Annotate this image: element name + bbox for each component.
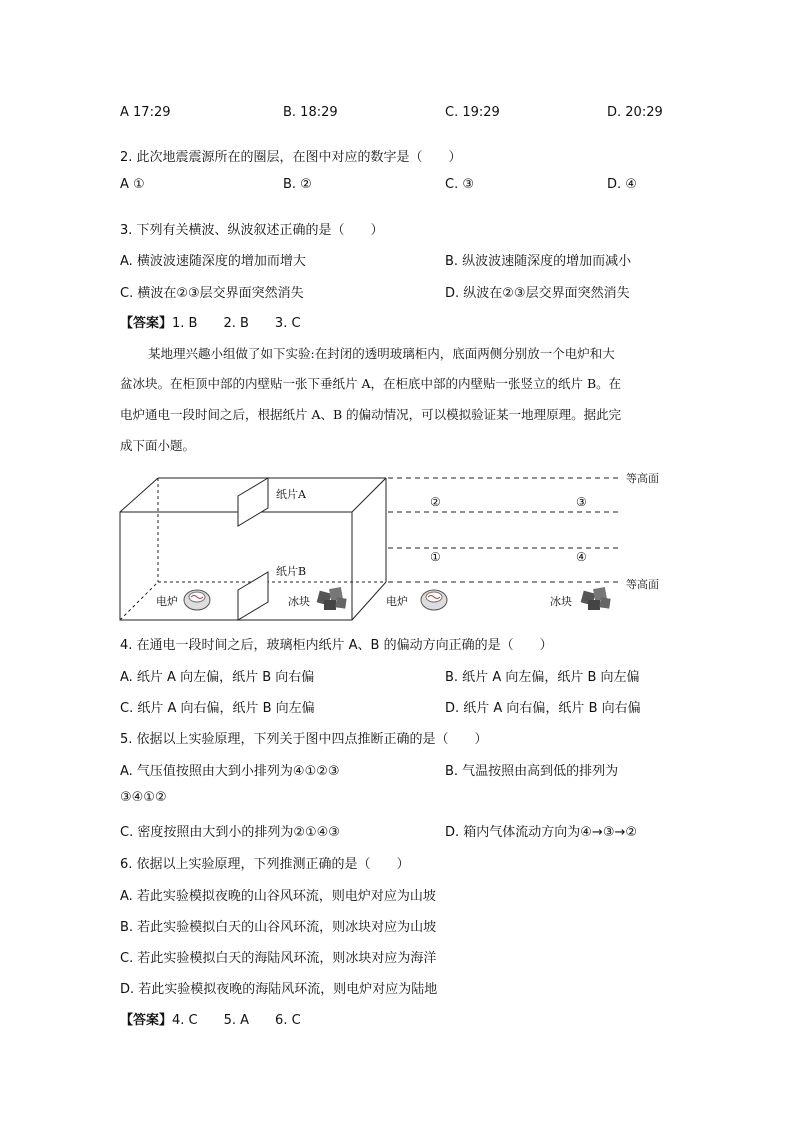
stove-label-box: 电炉 xyxy=(156,595,178,608)
q1-option-a: A 17:29 xyxy=(120,105,171,120)
q3-option-c: C. 横波在②③层交界面突然消失 xyxy=(120,286,304,301)
ice-label-box: 冰块 xyxy=(288,595,310,608)
stove-label-right: 电炉 xyxy=(386,595,408,608)
box-front-face xyxy=(120,512,352,620)
q4-stem: 4. 在通电一段时间之后，玻璃柜内纸片 A、B 的偏动方向正确的是（ ） xyxy=(120,638,553,653)
q2-option-b: B. ② xyxy=(283,177,312,192)
point-1: ① xyxy=(430,550,441,564)
passage-line-2: 盆冰块。在柜顶中部的内壁贴一张下垂纸片 A，在柜底中部的内壁贴一张竖立的纸片 B。在 xyxy=(120,376,622,391)
q2-stem: 2. 此次地震震源所在的圈层，在图中对应的数字是（ ） xyxy=(120,150,462,165)
isobar-label-top: 等高面 xyxy=(626,472,659,485)
q4-option-a: A. 纸片 A 向左偏，纸片 B 向右偏 xyxy=(120,670,315,685)
ice-label-right: 冰块 xyxy=(550,595,572,608)
q2-option-a: A ① xyxy=(120,177,145,192)
point-3: ③ xyxy=(576,495,587,509)
point-2: ② xyxy=(430,495,441,509)
q5-option-b-cont: ③④①② xyxy=(120,790,167,805)
q4-option-c: C. 纸片 A 向右偏，纸片 B 向左偏 xyxy=(120,701,315,716)
answer-text: 4. C 5. A 6. C xyxy=(172,1013,301,1028)
answer-block-1 xyxy=(120,312,301,331)
answer-block-2 xyxy=(120,1009,301,1028)
paper-b-label: 纸片B xyxy=(276,565,307,578)
ice-icon-right xyxy=(581,587,611,610)
q4-option-b: B. 纸片 A 向左偏，纸片 B 向左偏 xyxy=(445,670,640,685)
q6-option-c: C. 若此实验模拟白天的海陆风环流，则冰块对应为海洋 xyxy=(120,951,437,966)
paper-a xyxy=(238,478,268,526)
q3-option-b: B. 纵波波速随深度的增加而减小 xyxy=(445,254,632,269)
experiment-figure xyxy=(118,464,678,624)
q6-option-b: B. 若此实验模拟白天的山谷风环流，则冰块对应为山坡 xyxy=(120,920,437,935)
q2-option-d: D. ④ xyxy=(607,177,637,192)
q3-option-d: D. 纵波在②③层交界面突然消失 xyxy=(445,286,630,301)
q5-option-a: A. 气压值按照由大到小排列为④①②③ xyxy=(120,764,340,779)
q2-option-c: C. ③ xyxy=(445,177,474,192)
isobar-label-bottom: 等高面 xyxy=(626,578,659,591)
answer-label: 【答案】 xyxy=(120,316,173,331)
q5-stem: 5. 依据以上实验原理，下列关于图中四点推断正确的是（ ） xyxy=(120,732,488,747)
stove-icon-box xyxy=(184,590,210,610)
answer-text: 1. B 2. B 3. C xyxy=(172,316,301,331)
q6-stem: 6. 依据以上实验原理，下列推测正确的是（ ） xyxy=(120,857,410,872)
q4-option-d: D. 纸片 A 向右偏，纸片 B 向右偏 xyxy=(445,701,641,716)
q1-option-d: D. 20:29 xyxy=(607,105,663,120)
q5-option-d: D. 箱内气体流动方向为④→③→② xyxy=(445,825,638,840)
stove-icon-right xyxy=(421,590,447,610)
passage-line-3: 电炉通电一段时间之后，根据纸片 A、B 的偏动情况，可以模拟验证某一地理原理。据此完 xyxy=(120,407,622,422)
passage-line-4: 成下面小题。 xyxy=(120,438,196,453)
q3-option-a: A. 横波波速随深度的增加而增大 xyxy=(120,254,306,269)
q1-option-c: C. 19:29 xyxy=(445,105,500,120)
q3-stem: 3. 下列有关横波、纵波叙述正确的是（ ） xyxy=(120,223,384,238)
q1-option-b: B. 18:29 xyxy=(283,105,338,120)
point-4: ④ xyxy=(576,550,587,564)
q5-option-c: C. 密度按照由大到小的排列为②①④③ xyxy=(120,825,340,840)
q6-option-d: D. 若此实验模拟夜晚的海陆风环流，则电炉对应为陆地 xyxy=(120,982,438,997)
ice-icon-box xyxy=(317,587,347,610)
q5-option-b: B. 气温按照由高到低的排列为 xyxy=(445,764,619,779)
paper-b xyxy=(238,572,268,620)
passage-line-1: 某地理兴趣小组做了如下实验:在封闭的透明玻璃柜内，底面两侧分别放一个电炉和大 xyxy=(148,346,615,361)
q6-option-a: A. 若此实验模拟夜晚的山谷风环流，则电炉对应为山坡 xyxy=(120,889,436,904)
paper-a-label: 纸片A xyxy=(276,488,306,501)
answer-label: 【答案】 xyxy=(120,1013,173,1028)
